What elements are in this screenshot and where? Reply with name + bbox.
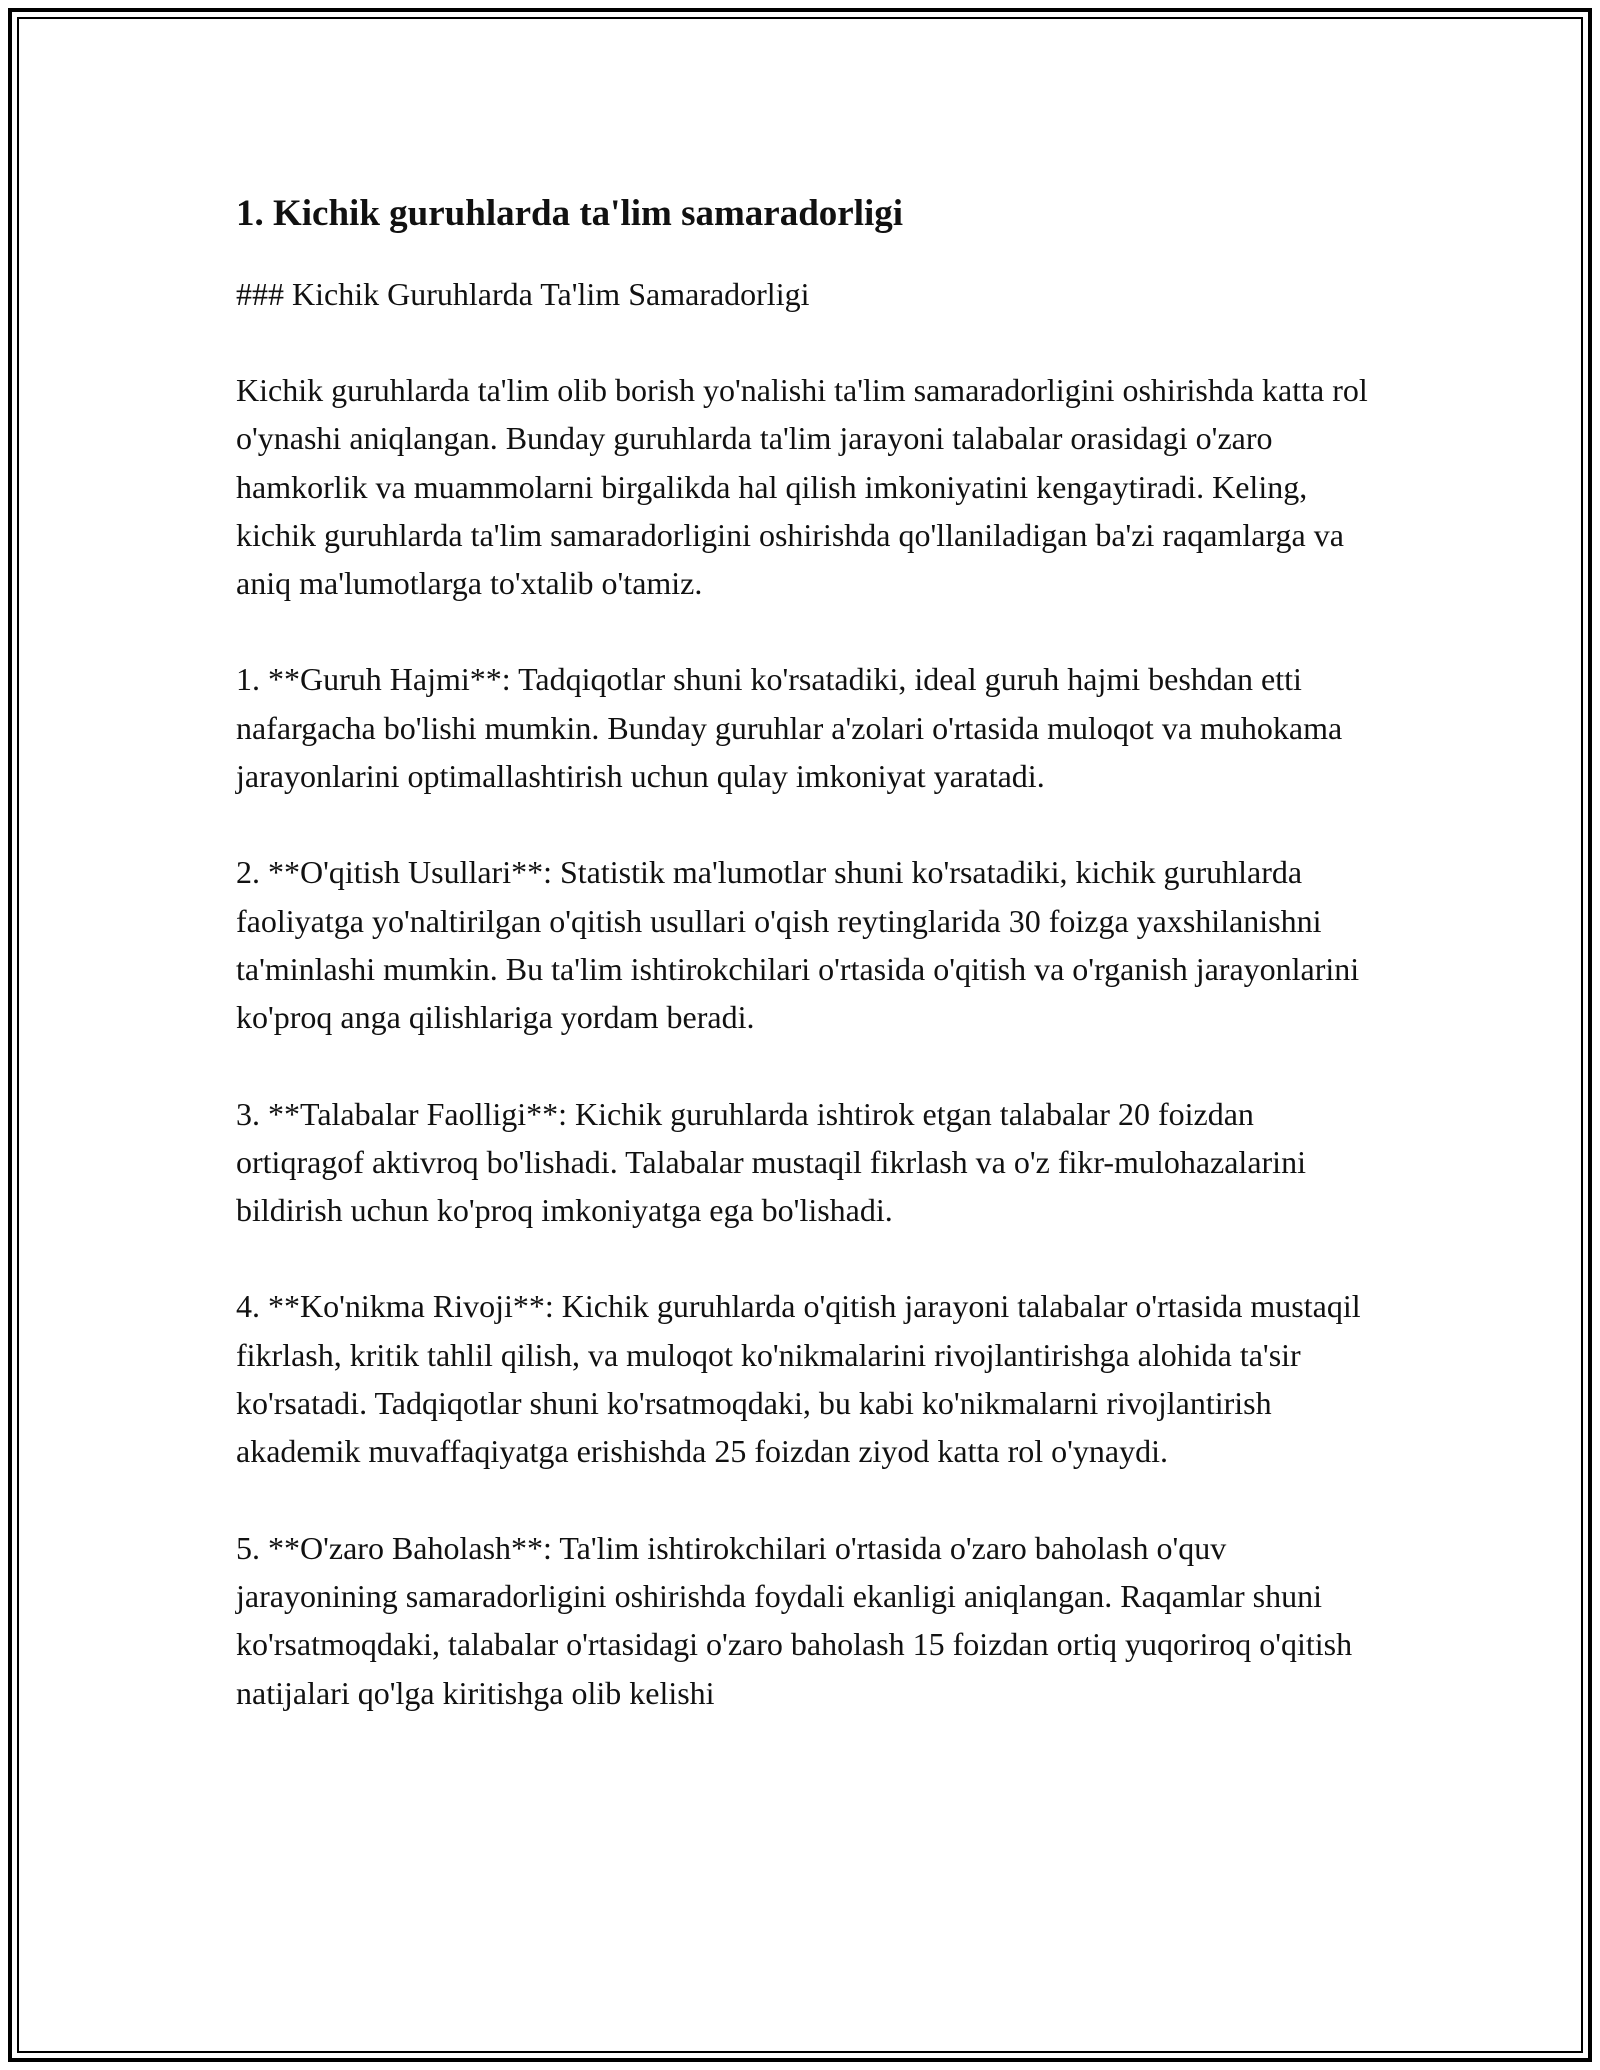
intro-paragraph: Kichik guruhlarda ta'lim olib borish yo'nalishi ta'lim samaradorligini oshirishda katta rol o'ynashi aniqlangan. Bunday guruhlarda ta'lim jarayoni talabalar orasidagi o'zaro hamkorlik va muammolarni birgalikda hal qilish imkoniyatini kengaytiradi. Keling, kichik guruhlarda ta'lim samaradorligini oshirishda qo'llaniladigan ba'zi raqamlarga va aniq ma'lumotlarga to'xtalib o'tamiz. [236,372,1368,602]
point-group-size: 1. **Guruh Hajmi**: Tadqiqotlar shuni ko'rsatadiki, ideal guruh hajmi beshdan etti nafargacha bo'lishi mumkin. Bunday guruhlar a'zolari o'rtasida muloqot va muhokama jarayonlarini optimallashtirish uchun qulay imkoniyat yaratadi. [236,661,1343,795]
point-student-activity: 3. **Talabalar Faolligi**: Kichik guruhlarda ishtirok etgan talabalar 20 foizdan ortiqragof aktivroq bo'lishadi. Talabalar mustaqil fikrlash va o'z fikr-mulohazalarini bildirish uchun ko'proq imkoniyatga ega bo'lishadi. [236,1095,1306,1229]
point-skill-development: 4. **Ko'nikma Rivoji**: Kichik guruhlarda o'qitish jarayoni talabalar o'rtasida mustaqil fikrlash, kritik tahlil qilish, va muloqot ko'nikmalarini rivojlantirishga alohida ta'sir ko'rsatadi. Tadqiqotlar shuni ko'rsatmoqdaki, bu kabi ko'nikmalarni rivojlantirish akademik muvaffaqiyatga erishishda 25 foizdan ziyod katta rol o'ynaydi. [236,1288,1361,1470]
point-peer-assessment: 5. **O'zaro Baholash**: Ta'lim ishtirokchilari o'rtasida o'zaro baholash o'quv jarayonining samaradorligini oshirishda foydali ekanligi aniqlangan. Raqamlar shuni ko'rsatmoqdaki, talabalar o'rtasidagi o'zaro baholash 15 foizdan ortiq yuqoriroq o'qitish natijalari qo'lga kiritishga olib kelishi [236,1529,1353,1711]
document-body [236,186,1376,1765]
point-teaching-methods: 2. **O'qitish Usullari**: Statistik ma'lumotlar shuni ko'rsatadiki, kichik guruhlarda faoliyatga yo'naltirilgan o'qitish usullari o'qish reytinglarida 30 foizga yaxshilanishni ta'minlashi mumkin. Bu ta'lim ishtirokchilari o'rtasida o'qitish va o'rganish jarayonlarini ko'proq anga qilishlariga yordam beradi. [236,854,1360,1036]
page-title: 1. Kichik guruhlarda ta'lim samaradorligi [236,193,904,234]
section-subheading: ### Kichik Guruhlarda Ta'lim Samaradorligi [236,276,810,312]
